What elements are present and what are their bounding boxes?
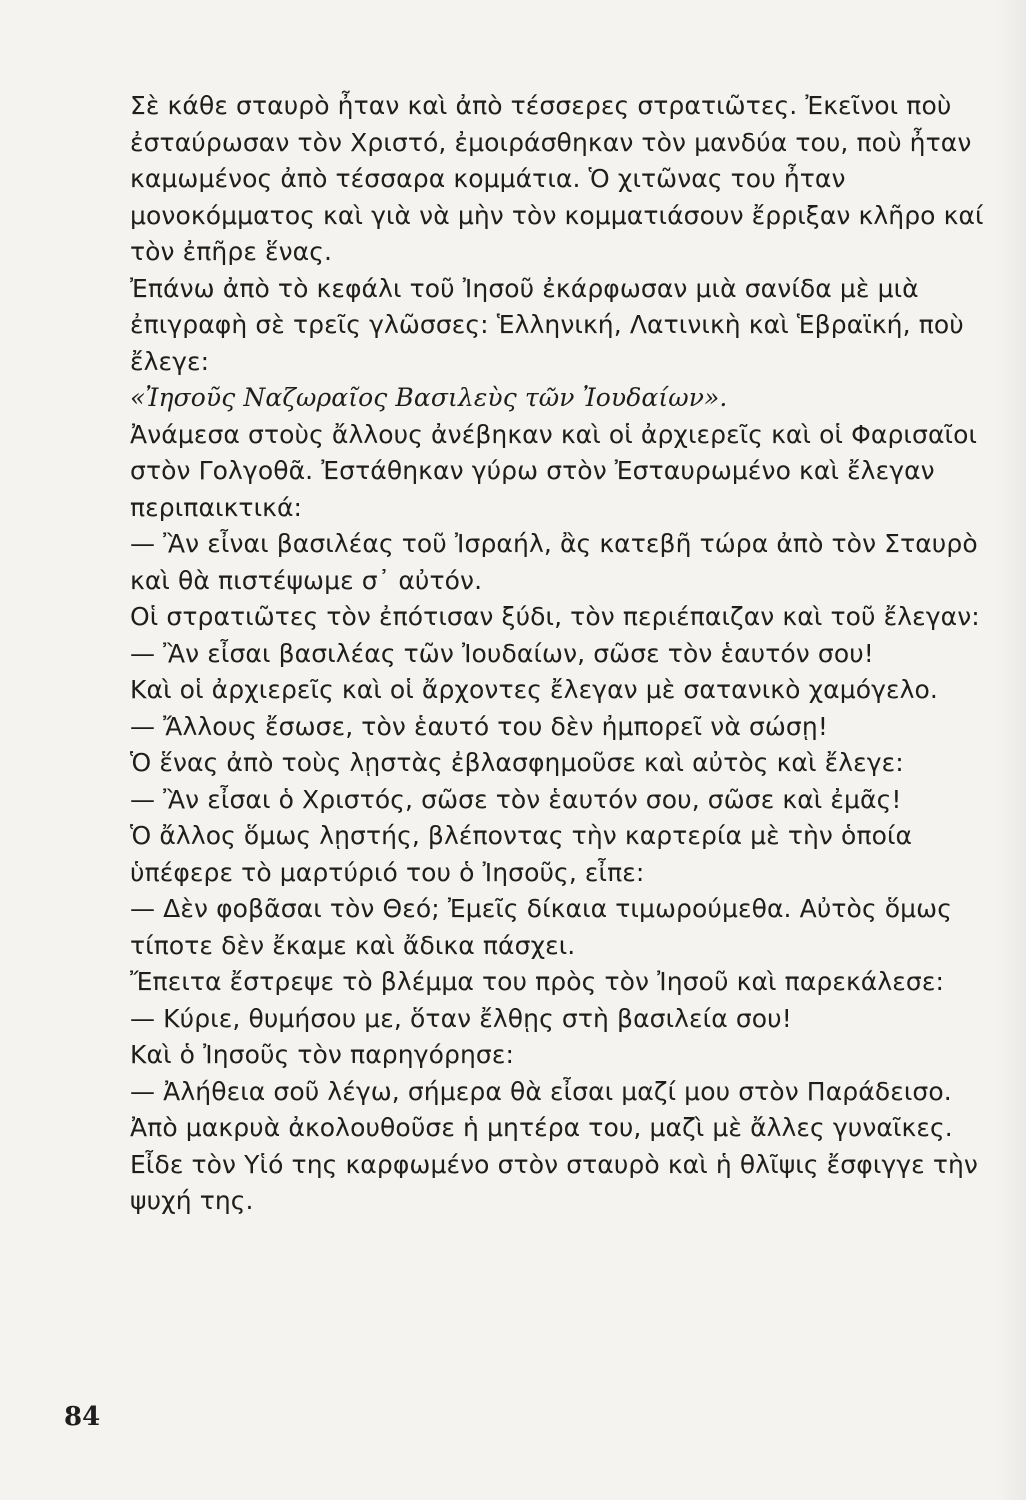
paragraph-inscription: Ἐπάνω ἀπὸ τὸ κεφάλι τοῦ Ἰησοῦ ἐκάρφωσαν μιὰ σανίδα μὲ μιὰ ἐπιγραφὴ σὲ τρεῖς γλῶσσες: Ἑλληνική, Λατινικὴ καὶ Ἑβραϊκή, ποὺ ἔλεγε: <box>130 273 964 376</box>
paragraph-soldiers: Σὲ κάθε σταυρὸ ἦταν καὶ ἀπὸ τέσσερες στρατιῶτες. Ἐκεῖνοι ποὺ ἐσταύρωσαν τὸν Χριστό, ἐμοιράσθηκαν τὸν μανδύα του, ποὺ ἦταν καμωμένος ἀπὸ τέσσαρα κομμάτια. Ὁ χιτῶνας του ἦταν μονοκόμματος καὶ γιὰ νὰ μὴν τὸν κομματιάσουν ἔρριξαν κλῆρο καί τὸν ἐπῆρε ἕνας. <box>130 91 984 266</box>
paragraph-comfort: Καὶ ὁ Ἰησοῦς τὸν παρηγόρησε: <box>130 1040 514 1069</box>
page-number: 84 <box>64 1402 101 1432</box>
paragraph-mother: Ἀπὸ μακρυὰ ἀκολουθοῦσε ἡ μητέρα του, μαζὶ μὲ ἄλλες γυναῖκες. Εἶδε τὸν Υἱό της καρφωμένο στὸν σταυρὸ καὶ ἡ θλῖψις ἔσφιγγε τὴν ψυχή της. <box>130 1113 978 1215</box>
dialogue-line: — Δὲν φοβᾶσαι τὸν Θεό; Ἐμεῖς δίκαια τιμωρούμεθα. Αὐτὸς ὅμως τίποτε δὲν ἔκαμε καὶ ἄδικα πάσχει. <box>130 894 952 960</box>
page-edge-shadow <box>996 0 1026 1500</box>
dialogue-line: — Ἂν εἶσαι ὁ Χριστός, σῶσε τὸν ἑαυτόν σου, σῶσε καὶ ἐμᾶς! <box>130 784 902 814</box>
paragraph-vinegar: Οἱ στρατιῶτες τὸν ἐπότισαν ξύδι, τὸν περιέπαιζαν καὶ τοῦ ἔλεγαν: <box>130 602 980 631</box>
dialogue-line: — Ἂν εἶναι βασιλέας τοῦ Ἰσραήλ, ἂς κατεβῆ τώρα ἀπὸ τὸν Σταυρὸ καὶ θὰ πιστέψωμε σ᾽ αὐτόν. <box>130 529 978 595</box>
paragraph-rulers: Καὶ οἱ ἀρχιερεῖς καὶ οἱ ἄρχοντες ἔλεγαν μὲ σατανικὸ χαμόγελο. <box>130 675 938 704</box>
paragraph-other-thief: Ὁ ἄλλος ὅμως λῃστής, βλέποντας τὴν καρτερία μὲ τὴν ὁποία ὑπέφερε τὸ μαρτύριό του ὁ Ἰησοῦς, εἶπε: <box>130 821 913 887</box>
paragraph-pharisees: Ἀνάμεσα στοὺς ἄλλους ἀνέβηκαν καὶ οἱ ἀρχιερεῖς καὶ οἱ Φαρισαῖοι στὸν Γολγοθᾶ. Ἐστάθηκαν γύρω στὸν Ἐσταυρωμένο καὶ ἔλεγαν περιπαικτικά: <box>130 419 978 522</box>
dialogue-line: — Ἀλήθεια σοῦ λέγω, σήμερα θὰ εἶσαι μαζί μου στὸν Παράδεισο. <box>130 1076 952 1106</box>
paragraph-thief: Ὁ ἕνας ἀπὸ τοὺς λῃστὰς ἐβλασφημοῦσε καὶ αὐτὸς καὶ ἔλεγε: <box>130 748 904 777</box>
page-text <box>130 88 996 1220</box>
dialogue-line: — Κύριε, θυμήσου με, ὅταν ἔλθῃς στὴ βασιλεία σου! <box>130 1003 792 1033</box>
dialogue-line: — Ἂν εἶσαι βασιλέας τῶν Ἰουδαίων, σῶσε τὸν ἑαυτόν σου! <box>130 638 874 668</box>
inscription-quote: «Ἰησοῦς Ναζωραῖος Βασιλεὺς τῶν Ἰουδαίων». <box>130 383 728 412</box>
paragraph-plea: Ἔπειτα ἔστρεψε τὸ βλέμμα του πρὸς τὸν Ἰησοῦ καὶ παρεκάλεσε: <box>130 967 944 996</box>
dialogue-line: — Ἄλλους ἔσωσε, τὸν ἑαυτό του δὲν ἠμπορεῖ νὰ σώσῃ! <box>130 711 828 741</box>
